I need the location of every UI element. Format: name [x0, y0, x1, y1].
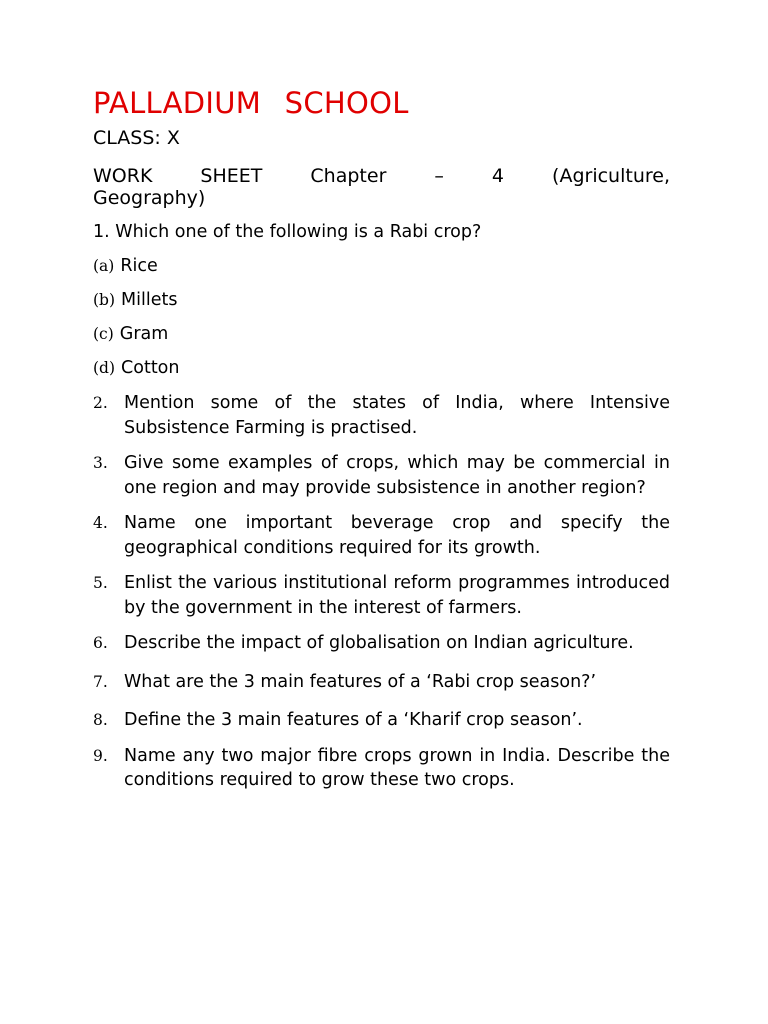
question-2	[93, 391, 670, 440]
option-d	[93, 356, 670, 380]
question-text: Name one important beverage crop and specify the geographical conditions required for its growth.	[124, 513, 670, 558]
class-label: CLASS: X	[93, 127, 180, 149]
worksheet-title-line1: WORK SHEET Chapter – 4 (Agriculture,	[93, 165, 670, 187]
question-number: 9.	[93, 746, 108, 765]
question-number: 5.	[93, 574, 108, 592]
option-label: (b)	[93, 291, 116, 309]
question-4	[93, 511, 670, 560]
question-number: 4.	[93, 514, 108, 532]
option-text: Cotton	[121, 358, 180, 378]
option-b	[93, 288, 670, 312]
question-number: 3.	[93, 454, 108, 472]
school-name: PALLADIUM SCHOOL	[93, 86, 409, 120]
option-label: (d)	[93, 359, 116, 377]
option-c	[93, 322, 670, 346]
option-label: (a)	[93, 257, 115, 275]
question-8	[93, 708, 670, 733]
option-text: Millets	[121, 290, 178, 310]
question-9	[93, 744, 670, 793]
question-text: Mention some of the states of India, where Intensive Subsistence Farming is practised.	[124, 393, 670, 438]
question-text: Define the 3 main features of a ‘Kharif crop season’.	[124, 710, 583, 730]
question-3	[93, 451, 670, 500]
question-text: Name any two major fibre crops grown in India. Describe the conditions required to grow these two crops.	[124, 745, 670, 790]
question-number: 2.	[93, 394, 108, 412]
question-5	[93, 571, 670, 620]
question-number: 7.	[93, 672, 108, 691]
question-number: 8.	[93, 711, 108, 729]
worksheet-page	[93, 84, 670, 793]
worksheet-title-line2: Geography)	[93, 187, 206, 209]
question-text: Give some examples of crops, which may be commercial in one region and may provide subsistence in another region?	[124, 453, 670, 498]
question-6	[93, 631, 670, 656]
question-1: 1. Which one of the following is a Rabi crop?	[93, 222, 482, 242]
question-text: Describe the impact of globalisation on Indian agriculture.	[124, 633, 634, 653]
question-7	[93, 670, 670, 695]
option-a	[93, 254, 670, 278]
option-text: Rice	[120, 256, 158, 276]
question-text: What are the 3 main features of a ‘Rabi crop season?’	[124, 671, 597, 692]
option-text: Gram	[119, 324, 169, 344]
question-text: Enlist the various institutional reform programmes introduced by the government in the interest of farmers.	[124, 573, 670, 618]
question-number: 6.	[93, 634, 108, 652]
option-label: (c)	[93, 325, 114, 343]
